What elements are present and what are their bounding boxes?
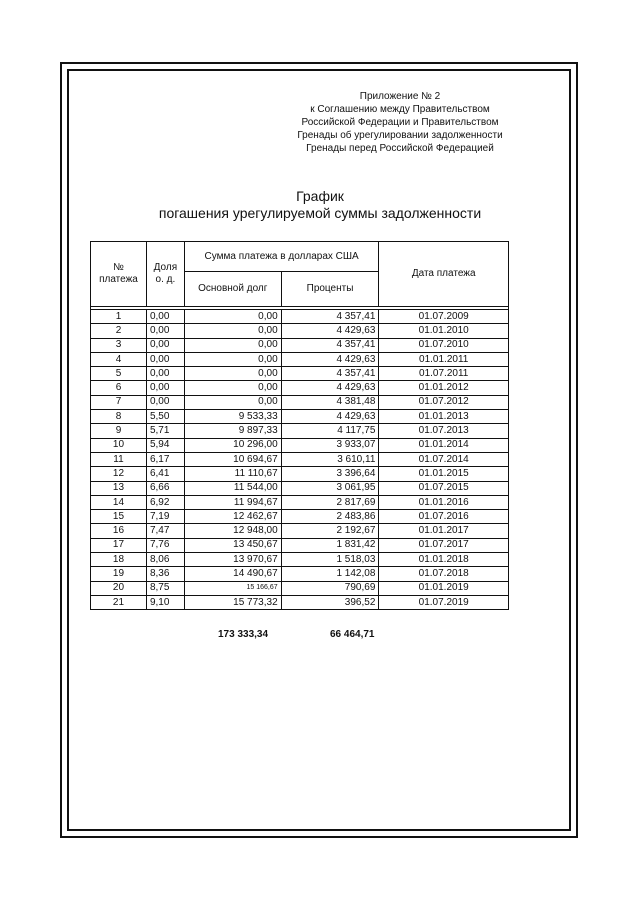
interest-cell: 4 357,41	[281, 367, 379, 381]
interest-cell: 4 429,63	[281, 352, 379, 366]
header-interest: Проценты	[281, 272, 379, 307]
payment-date-cell: 01.01.2018	[379, 553, 509, 567]
principal-share-cell: 7,47	[146, 524, 184, 538]
principal-cell: 9 533,33	[184, 410, 281, 424]
interest-cell: 2 192,67	[281, 524, 379, 538]
payment-number-cell: 3	[91, 338, 147, 352]
principal-share-cell: 9,10	[146, 595, 184, 609]
table-row	[91, 538, 509, 552]
table-row	[91, 452, 509, 466]
payment-number-cell: 17	[91, 538, 147, 552]
principal-cell: 15 166,67	[184, 581, 281, 595]
payment-number-cell: 14	[91, 495, 147, 509]
principal-cell: 0,00	[184, 381, 281, 395]
table-row	[91, 481, 509, 495]
payment-date-cell: 01.01.2015	[379, 467, 509, 481]
payment-date-cell: 01.07.2019	[379, 595, 509, 609]
payment-date-cell: 01.07.2015	[379, 481, 509, 495]
payment-date-cell: 01.01.2013	[379, 410, 509, 424]
principal-share-cell: 7,76	[146, 538, 184, 552]
interest-cell: 4 429,63	[281, 410, 379, 424]
principal-share-cell: 0,00	[146, 367, 184, 381]
principal-cell: 10 694,67	[184, 452, 281, 466]
header-principal-share: Доля о. д.	[146, 242, 184, 307]
payment-number-cell: 16	[91, 524, 147, 538]
table-row	[91, 595, 509, 609]
principal-cell: 9 897,33	[184, 424, 281, 438]
table-row	[91, 367, 509, 381]
interest-cell: 1 142,08	[281, 567, 379, 581]
principal-cell: 13 450,67	[184, 538, 281, 552]
payment-number-cell: 1	[91, 310, 147, 324]
principal-share-cell: 0,00	[146, 338, 184, 352]
table-row	[91, 524, 509, 538]
interest-cell: 4 429,63	[281, 324, 379, 338]
payment-date-cell: 01.07.2017	[379, 538, 509, 552]
payment-date-cell: 01.01.2016	[379, 495, 509, 509]
principal-share-cell: 8,36	[146, 567, 184, 581]
annex-line: Гренады перед Российской Федерацией	[306, 143, 494, 154]
payment-date-cell: 01.07.2016	[379, 510, 509, 524]
payment-date-cell: 01.07.2014	[379, 452, 509, 466]
principal-share-cell: 5,71	[146, 424, 184, 438]
payment-number-cell: 5	[91, 367, 147, 381]
interest-cell: 2 817,69	[281, 495, 379, 509]
annex-header	[280, 90, 520, 155]
payment-number-cell: 2	[91, 324, 147, 338]
payment-date-cell: 01.07.2013	[379, 424, 509, 438]
principal-cell: 11 994,67	[184, 495, 281, 509]
payment-date-cell: 01.07.2011	[379, 367, 509, 381]
payment-number-cell: 12	[91, 467, 147, 481]
principal-cell: 12 462,67	[184, 510, 281, 524]
principal-share-cell: 0,00	[146, 352, 184, 366]
interest-cell: 2 483,86	[281, 510, 379, 524]
principal-share-cell: 6,66	[146, 481, 184, 495]
principal-cell: 12 948,00	[184, 524, 281, 538]
principal-share-cell: 7,19	[146, 510, 184, 524]
header-payment-date: Дата платежа	[379, 242, 509, 307]
principal-cell: 0,00	[184, 310, 281, 324]
principal-cell: 13 970,67	[184, 553, 281, 567]
header-payment-number: № платежа	[91, 242, 147, 307]
principal-share-cell: 6,41	[146, 467, 184, 481]
interest-cell: 4 357,41	[281, 310, 379, 324]
interest-cell: 3 610,11	[281, 452, 379, 466]
interest-cell: 790,69	[281, 581, 379, 595]
principal-cell: 14 490,67	[184, 567, 281, 581]
payment-date-cell: 01.01.2017	[379, 524, 509, 538]
principal-share-cell: 0,00	[146, 395, 184, 409]
principal-share-cell: 6,17	[146, 452, 184, 466]
total-principal: 173 333,34	[218, 629, 269, 640]
table-body	[91, 310, 509, 610]
principal-share-cell: 5,94	[146, 438, 184, 452]
payment-number-cell: 20	[91, 581, 147, 595]
interest-cell: 3 061,95	[281, 481, 379, 495]
principal-cell: 11 110,67	[184, 467, 281, 481]
payment-date-cell: 01.01.2014	[379, 438, 509, 452]
payment-date-cell: 01.07.2012	[379, 395, 509, 409]
principal-share-cell: 5,50	[146, 410, 184, 424]
interest-cell: 1 518,03	[281, 553, 379, 567]
table-row	[91, 310, 509, 324]
principal-cell: 15 773,32	[184, 595, 281, 609]
principal-share-cell: 8,75	[146, 581, 184, 595]
payment-date-cell: 01.01.2011	[379, 352, 509, 366]
payment-number-cell: 18	[91, 553, 147, 567]
table-row	[91, 495, 509, 509]
payment-number-cell: 8	[91, 410, 147, 424]
total-interest: 66 464,71	[330, 629, 375, 640]
payment-date-cell: 01.01.2012	[379, 381, 509, 395]
principal-cell: 0,00	[184, 338, 281, 352]
payment-number-cell: 9	[91, 424, 147, 438]
principal-share-cell: 0,00	[146, 324, 184, 338]
annex-line: к Соглашению между Правительством	[310, 104, 490, 115]
payment-number-cell: 4	[91, 352, 147, 366]
payment-number-cell: 7	[91, 395, 147, 409]
table-row	[91, 467, 509, 481]
payment-number-cell: 15	[91, 510, 147, 524]
principal-cell: 0,00	[184, 324, 281, 338]
principal-cell: 0,00	[184, 395, 281, 409]
table-row	[91, 424, 509, 438]
interest-cell: 4 357,41	[281, 338, 379, 352]
interest-cell: 396,52	[281, 595, 379, 609]
payment-schedule-table	[90, 241, 509, 610]
interest-cell: 4 381,48	[281, 395, 379, 409]
payment-number-cell: 19	[91, 567, 147, 581]
principal-cell: 11 544,00	[184, 481, 281, 495]
table-row	[91, 410, 509, 424]
payment-date-cell: 01.01.2019	[379, 581, 509, 595]
payment-date-cell: 01.01.2010	[379, 324, 509, 338]
payment-number-cell: 13	[91, 481, 147, 495]
table-row	[91, 324, 509, 338]
document-subtitle: погашения урегулируемой суммы задолженности	[158, 205, 482, 221]
interest-cell: 3 396,64	[281, 467, 379, 481]
table-row	[91, 381, 509, 395]
table-row	[91, 338, 509, 352]
principal-cell: 0,00	[184, 367, 281, 381]
interest-cell: 4 117,75	[281, 424, 379, 438]
payment-date-cell: 01.07.2018	[379, 567, 509, 581]
principal-share-cell: 0,00	[146, 381, 184, 395]
payment-number-cell: 6	[91, 381, 147, 395]
table-row	[91, 567, 509, 581]
document-title: График	[296, 188, 344, 204]
table-row	[91, 510, 509, 524]
table-row	[91, 395, 509, 409]
annex-line: Российской Федерации и Правительством	[301, 117, 499, 128]
payment-date-cell: 01.07.2010	[379, 338, 509, 352]
annex-line: Гренады об урегулировании задолженности	[297, 130, 503, 141]
principal-share-cell: 6,92	[146, 495, 184, 509]
principal-cell: 10 296,00	[184, 438, 281, 452]
interest-cell: 3 933,07	[281, 438, 379, 452]
table-row	[91, 581, 509, 595]
payment-number-cell: 21	[91, 595, 147, 609]
principal-cell: 0,00	[184, 352, 281, 366]
header-principal: Основной долг	[184, 272, 281, 307]
header-payment-sum: Сумма платежа в долларах США	[184, 242, 379, 272]
table-row	[91, 438, 509, 452]
principal-share-cell: 0,00	[146, 310, 184, 324]
interest-cell: 1 831,42	[281, 538, 379, 552]
annex-line: Приложение № 2	[359, 91, 441, 102]
table-row	[91, 352, 509, 366]
interest-cell: 4 429,63	[281, 381, 379, 395]
principal-share-cell: 8,06	[146, 553, 184, 567]
table-row	[91, 553, 509, 567]
payment-date-cell: 01.07.2009	[379, 310, 509, 324]
payment-number-cell: 10	[91, 438, 147, 452]
payment-number-cell: 11	[91, 452, 147, 466]
